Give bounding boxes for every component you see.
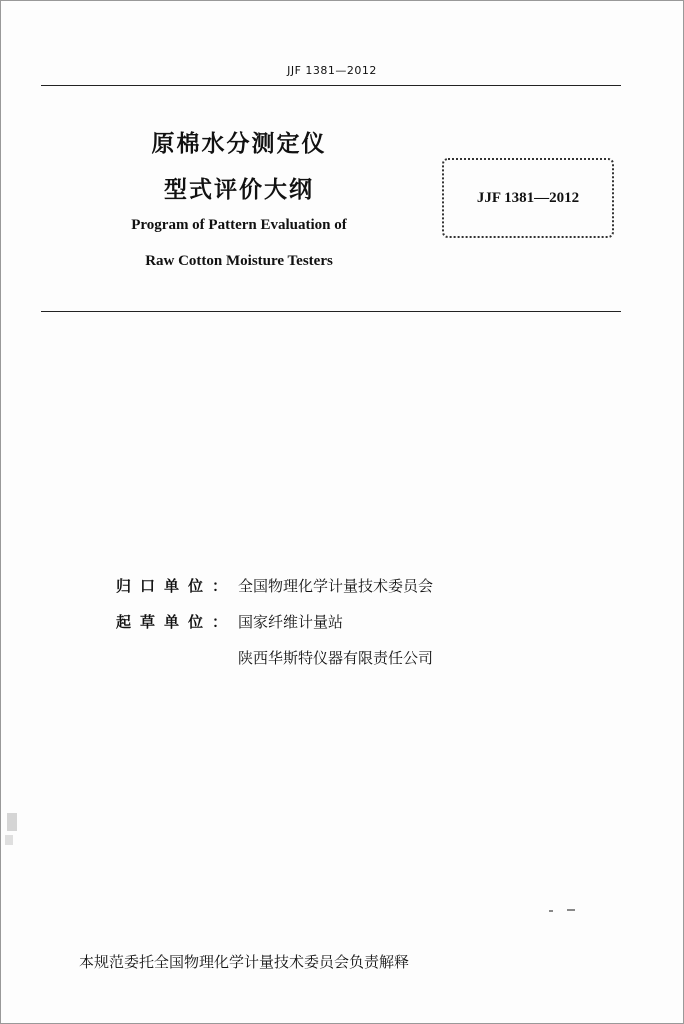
drafting-unit-value-1: 国家纤维计量站 [238, 613, 344, 631]
responsible-unit-value: 全国物理化学计量技术委员会 [238, 577, 434, 595]
drafting-unit-label: 起草单位： [116, 613, 237, 631]
scan-speck [5, 835, 13, 845]
title-en-line2: Raw Cotton Moisture Testers [145, 253, 333, 269]
bottom-divider [41, 311, 621, 312]
title-zh-line2: 型式评价大纲 [164, 177, 314, 203]
responsible-unit-label: 归口单位： [116, 577, 237, 595]
title-zh-line1: 原棉水分测定仪 [151, 131, 327, 157]
header-standard-code: JJF 1381—2012 [287, 64, 377, 77]
drafting-unit-value-2: 陕西华斯特仪器有限责任公司 [238, 649, 434, 667]
scan-speck [549, 910, 553, 912]
scan-speck [567, 909, 575, 911]
title-en-line1: Program of Pattern Evaluation of [131, 217, 347, 233]
scan-speck [7, 813, 17, 831]
interpretation-note: 本规范委托全国物理化学计量技术委员会负责解释 [79, 953, 410, 971]
top-divider [41, 85, 621, 86]
standard-code-box-text: JJF 1381—2012 [476, 190, 580, 206]
standard-code-box [442, 158, 614, 238]
